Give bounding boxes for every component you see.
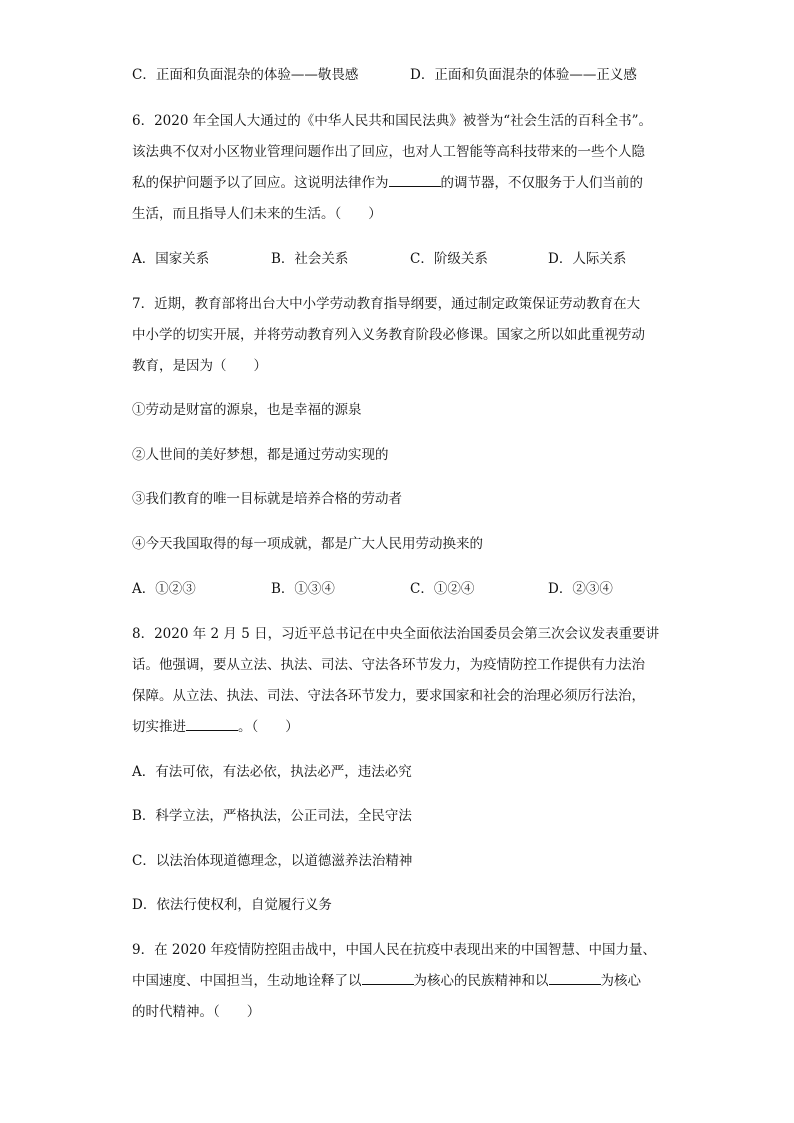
q7-statement-1: ①劳动是财富的源泉，也是幸福的源泉: [132, 402, 362, 418]
q6-stem-line-3-pre: 私的保护问题予以了回应。这说明法律作为: [132, 175, 389, 191]
q9-answer-blank-1: [362, 972, 414, 985]
q6-stem-line-3-post: 的调节器，不仅服务于人们当前的: [440, 175, 643, 191]
q8-option-c: C．以法治体现道德理念，以道德滋养法治精神: [132, 853, 413, 869]
q8-stem-line-4-post: 。（ ）: [238, 719, 299, 735]
q6-option-b: B．社会关系: [271, 251, 349, 267]
q8-answer-blank: [186, 718, 238, 731]
q7-statement-4: ④今天我国取得的每一项成就，都是广大人民用劳动换来的: [132, 536, 483, 552]
q7-option-a: A．①②③: [132, 581, 196, 597]
q6-option-a: A．国家关系: [132, 251, 210, 267]
q6-stem-line-3: [132, 174, 643, 192]
q7-stem-line-1: 7．近期，教育部将出台大中小学劳动教育指导纲要，通过制定政策保证劳动教育在大: [132, 296, 641, 312]
q8-stem-line-4-pre: 切实推进: [132, 719, 186, 735]
q8-option-d: D．依法行使权利，自觉履行义务: [132, 897, 332, 913]
q7-option-d: D．②③④: [548, 581, 613, 597]
q8-stem-line-3: 保障。从立法、执法、司法、守法各环节发力，要求国家和社会的治理必须厉行法治，: [132, 688, 645, 704]
q9-stem-line-2-mid: 为核心的民族精神和以: [413, 973, 549, 989]
q7-stem-line-3: 教育，是因为（ ）: [132, 358, 267, 374]
q6-answer-blank: [389, 174, 441, 187]
q6-option-d: D．人际关系: [548, 251, 627, 267]
q6-stem-line-4: 生活，而且指导人们未来的生活。（ ）: [132, 206, 382, 222]
q9-answer-blank-2: [549, 972, 601, 985]
q5-option-c: C．正面和负面混杂的体验——敬畏感: [132, 67, 359, 83]
q8-option-b: B．科学立法，严格执法，公正司法，全民守法: [132, 808, 412, 824]
q5-option-d: D．正面和负面混杂的体验——正义感: [410, 67, 637, 83]
q8-option-a: A．有法可依，有法必依，执法必严，违法必究: [132, 764, 412, 780]
q9-stem-line-2-post: 为核心: [600, 973, 641, 989]
q8-stem-line-2: 话。他强调，要从立法、执法、司法、守法各环节发力，为疫情防控工作提供有力法治: [132, 657, 645, 673]
q9-stem-line-2-pre: 中国速度、中国担当，生动地诠释了以: [132, 973, 362, 989]
q7-statement-2: ②人世间的美好梦想，都是通过劳动实现的: [132, 447, 389, 463]
q9-stem-line-3: 的时代精神。（ ）: [132, 1004, 261, 1020]
q6-stem-line-1: 6．2020 年全国人大通过的《中华人民共和国民法典》被誉为“社会生活的百科全书”。: [132, 113, 653, 129]
q8-stem-line-4: [132, 718, 299, 736]
q7-option-c: C．①②④: [410, 581, 475, 597]
q9-stem-line-2: [132, 972, 641, 990]
q7-option-b: B．①③④: [271, 581, 335, 597]
q9-stem-line-1: 9．在 2020 年疫情防控阻击战中，中国人民在抗疫中表现出来的中国智慧、中国力量、: [132, 942, 657, 958]
q8-stem-line-1: 8．2020 年 2 月 5 日，习近平总书记在中央全面依法治国委员会第三次会议发表重要讲: [132, 626, 660, 642]
q6-stem-line-2: 该法典不仅对小区物业管理问题作出了回应，也对人工智能等高科技带来的一些个人隐: [132, 144, 645, 160]
q6-option-c: C．阶级关系: [410, 251, 488, 267]
q7-stem-line-2: 中小学的切实开展，并将劳动教育列入义务教育阶段必修课。国家之所以如此重视劳动: [132, 327, 645, 343]
q7-statement-3: ③我们教育的唯一目标就是培养合格的劳动者: [132, 491, 402, 507]
